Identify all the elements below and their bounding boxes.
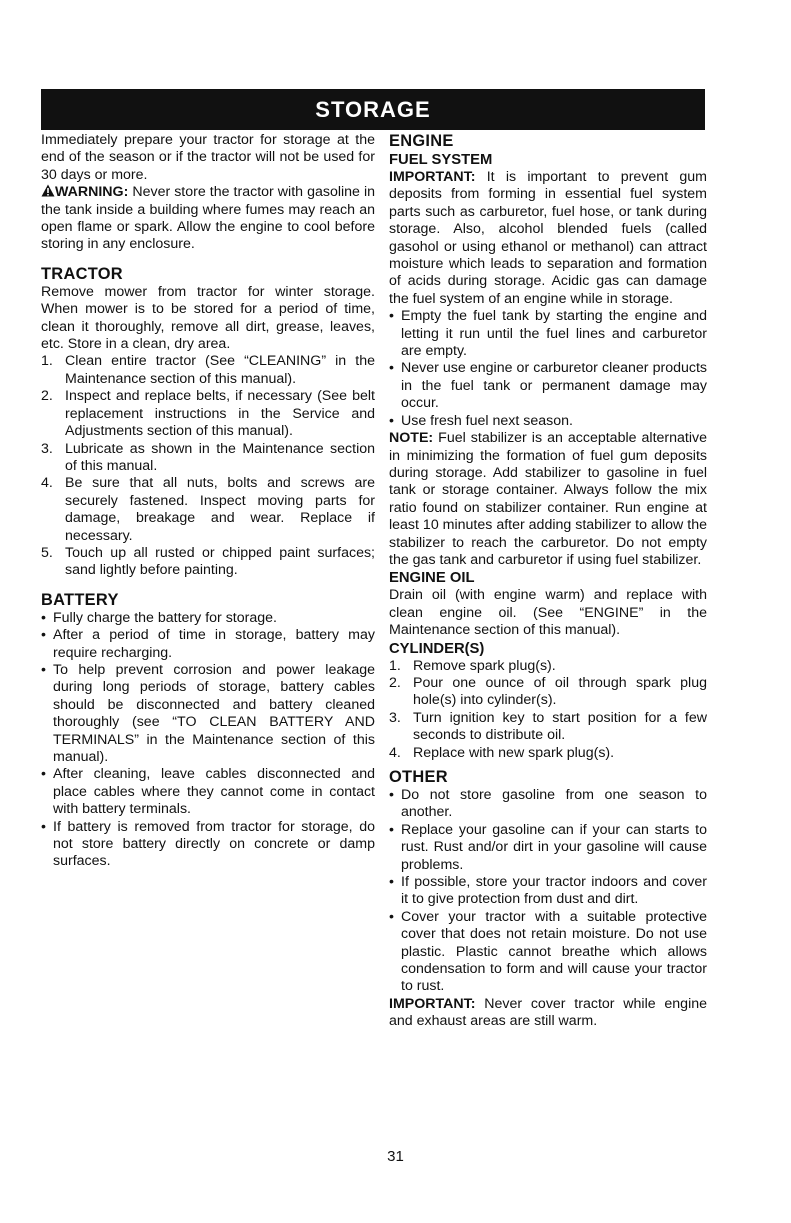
other-list [389, 787, 707, 996]
list-item: • Replace your gasoline can if your can starts to rust. Rust and/or dirt in your gasoline will cause problems. [389, 821, 707, 873]
other-heading: OTHER [389, 768, 448, 786]
right-column [389, 132, 707, 1031]
cylinder-steps [389, 658, 707, 762]
note-paragraph: NOTE: Fuel stabilizer is an acceptable alternative in minimizing the formation of fuel gum deposits during storage. Add stabilizer to gasoline in fuel tank or storage container. Always follow the mix ratio found on stabilizer container. Run engine at least 10 minutes after adding stabilizer to allow the stabilizer to reach the carburetor. Do not empty the gas tank and carburetor if using fuel stabilizer. [389, 430, 707, 568]
list-item: • Cover your tractor with a suitable protective cover that does not retain moisture. Do not use plastic. Plastic cannot breathe which allows condensation to form and will cause your tractor to rust. [389, 908, 707, 995]
page-number: 31 [387, 1148, 404, 1165]
note-label: NOTE: [389, 430, 434, 447]
list-item: • Do not store gasoline from one season to another. [389, 787, 707, 821]
list-item: 2. Pour one ounce of oil through spark plug hole(s) into cylinder(s). [389, 674, 707, 709]
list-item: 4. Be sure that all nuts, bolts and screws are securely fastened. Inspect moving parts for damage, breakage and wear. Replace if necessary. [41, 475, 375, 544]
list-item: • If possible, store your tractor indoors and cover it to give protection from dust and dirt. [389, 874, 707, 908]
tractor-paragraph: Remove mower from tractor for winter storage. When mower is to be stored for a period of time, clean it thoroughly, remove all dirt, grease, leaves, etc. Store in a clean, dry area. [41, 283, 375, 353]
fuel-list [389, 308, 707, 430]
list-item: • To help prevent corrosion and power leakage during long periods of storage, battery cables should be disconnected and battery cleaned thoroughly (see “TO CLEAN BATTERY AND TERMINALS” in the Maintenance section of this manual). [41, 661, 375, 765]
engine-oil-heading: ENGINE OIL [389, 570, 475, 587]
list-item: • After cleaning, leave cables disconnected and place cables where they cannot come in contact with battery terminals. [41, 766, 375, 818]
list-item: • Fully charge the battery for storage. [41, 609, 277, 626]
cylinders-heading: CYLINDER(S) [389, 640, 485, 657]
list-item: 5. Touch up all rusted or chipped paint surfaces; sand lightly before painting. [41, 544, 375, 579]
important-label: IMPORTANT: [389, 169, 476, 185]
left-column [41, 132, 375, 871]
warning-text: Never store the tractor with gasoline in the tank inside a building where fumes may reach an open flame or spark. Allow the engine to cool before storing in any enclosure. [41, 184, 375, 253]
list-item: 1. Remove spark plug(s). [389, 657, 556, 674]
list-item: • Never use engine or carburetor cleaner products in the fuel tank or permanent damage may occur. [389, 360, 707, 412]
section-banner [41, 89, 705, 130]
section-title: STORAGE [315, 96, 431, 122]
battery-list [41, 610, 375, 871]
fuel-important-paragraph: IMPORTANT: It is important to prevent gum deposits from forming in essential fuel system parts such as carburetor, fuel hose, or tank during storage. Also, alcohol blended fuels (called gasohol or using ethanol or methanol) can attract moisture which leads to separation and formation of acids during storage. Acidic gas can damage the fuel system of an engine while in storage. [389, 169, 707, 307]
list-item: 3. Turn ignition key to start position for a few seconds to distribute oil. [389, 709, 707, 744]
engine-oil-paragraph: Drain oil (with engine warm) and replace with clean engine oil. (See “ENGINE” in the Maintenance section of this manual). [389, 587, 707, 639]
warning-triangle-icon [41, 184, 55, 197]
engine-heading: ENGINE [389, 132, 454, 150]
warning-paragraph [41, 184, 375, 254]
other-important-paragraph: IMPORTANT: Never cover tractor while engine and exhaust areas are still warm. [389, 995, 707, 1030]
list-item: • Empty the fuel tank by starting the engine and letting it run until the fuel lines and carburetor are empty. [389, 308, 707, 360]
list-item: 1. Clean entire tractor (See “CLEANING” in the Maintenance section of this manual). [41, 353, 375, 387]
list-item: 3. Lubricate as shown in the Maintenance section of this manual. [41, 440, 375, 474]
intro-paragraph: Immediately prepare your tractor for storage at the end of the season or if the tractor will not be used for 30 days or more. [41, 132, 375, 183]
tractor-steps [41, 353, 375, 579]
list-item: • Use fresh fuel next season. [389, 412, 573, 429]
list-item: 2. Inspect and replace belts, if necessary (See belt replacement instructions in the Service and Adjustments section of this manual). [41, 388, 375, 440]
list-item: 4. Replace with new spark plug(s). [389, 744, 615, 761]
list-item: • If battery is removed from tractor for storage, do not store battery directly on concrete or damp surfaces. [41, 818, 375, 870]
tractor-heading: TRACTOR [41, 264, 123, 283]
important-label: IMPORTANT: [389, 995, 476, 1012]
battery-heading: BATTERY [41, 590, 119, 609]
list-item: • After a period of time in storage, battery may require recharging. [41, 627, 375, 661]
fuel-system-heading: FUEL SYSTEM [389, 152, 493, 168]
warning-label: WARNING: [55, 184, 129, 201]
